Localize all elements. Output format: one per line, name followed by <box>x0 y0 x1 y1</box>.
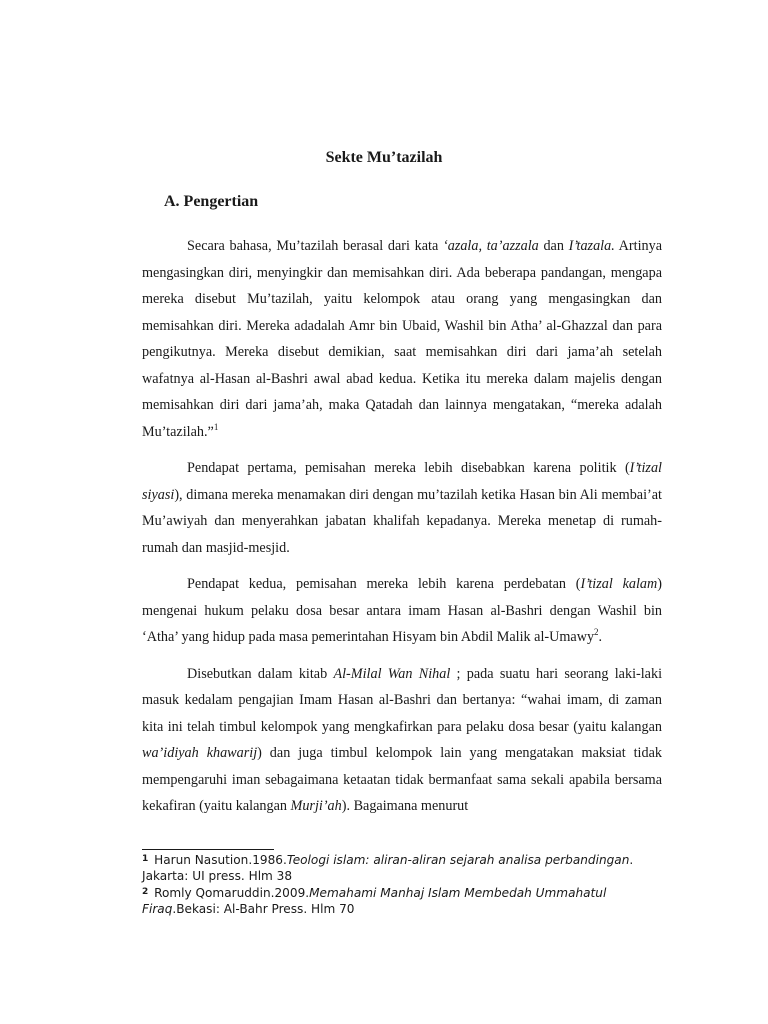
footnote-text: Romly Qomaruddin.2009. <box>150 886 310 900</box>
footnote-divider <box>142 849 274 850</box>
section-heading: A. Pengertian <box>164 193 259 210</box>
p4-text-a: Disebutkan dalam kitab <box>187 665 334 682</box>
footnote-number: 2 <box>142 887 149 897</box>
p3-text-c: ) mengenai hukum pelaku dosa besar antara imam Hasan al-Bashri dengan Washil bin ‘Atha’ yang hidup pada masa pemerintahan Hisyam bin Abdil Malik al-Umawy <box>142 576 662 645</box>
p2-text-c: ), dimana mereka menamakan diri dengan mu’tazilah ketika Hasan bin Ali membai’at Mu’awiyah dan menyerahkan jabatan khalifah kepadanya. Mereka menetap di rumah-rumah dan masjid-mesjid. <box>142 486 662 556</box>
footnote-publisher: .Bekasi: Al-Bahr Press. Hlm 70 <box>172 902 355 916</box>
p1-text-e: Artinya mengasingkan diri, menyingkir dan memisahkan diri. Ada beberapa pandangan, mengapa mereka disebut Mu’tazilah, yaitu kelompok atau orang yang mengasingkan dan memisahkan diri. Mereka adadalah Amr bin Ubaid, Washil bin Atha’ al-Ghazzal dan para pengikutnya. Mereka disebut demikian, saat memisahkan diri dari jama’ah setelah wafatnya al-Hasan al-Bashri awal abad kedua. Ketika itu mereka dalam majelis dengan memisahkan diri dari jama’ah, maka Qatadah dan lainnya mengatakan, “mereka adalah Mu’tazilah.” <box>142 238 663 440</box>
paragraph-3 <box>142 571 662 651</box>
p4-text-c: ; pada suatu hari seorang laki-laki masuk kedalam pengajian Imam Hasan al-Bashri dan bertanya: “wahai imam, di zaman kita ini telah timbul kelompok yang mengkafirkan para pelaku dosa besar (yaitu kalangan <box>142 665 663 735</box>
footnote-ref-1: 1 <box>213 421 219 432</box>
p3-text-a: Pendapat kedua, pemisahan mereka lebih karena perdebatan ( <box>187 576 581 592</box>
p1-text-c: dan <box>538 238 569 254</box>
p1-italic-term-2: I’tazala. <box>568 238 615 254</box>
footnote-1 <box>142 851 662 884</box>
footnotes <box>142 851 662 917</box>
document-title: Sekte Mu’tazilah <box>325 149 443 166</box>
p4-book-title: Al-Milal Wan Nihal <box>333 665 451 682</box>
body-text <box>142 233 662 820</box>
p2-text-a: Pendapat pertama, pemisahan mereka lebih disebabkan karena politik ( <box>187 460 630 476</box>
footnote-ref-2: 2 <box>594 627 599 637</box>
paragraph-4 <box>142 661 662 820</box>
p4-text-g: ). Bagaimana menurut <box>341 798 469 814</box>
footnote-2 <box>142 884 662 917</box>
paragraph-2 <box>142 455 662 561</box>
footnote-publisher: . Jakarta: UI press. Hlm 38 <box>142 853 634 883</box>
p3-text-d: . <box>598 629 603 645</box>
p1-text-a: Secara bahasa, Mu’tazilah berasal dari kata <box>187 238 443 254</box>
footnote-text: Harun Nasution.1986. <box>150 853 287 867</box>
p4-italic-term-2: Murji’ah <box>290 798 342 814</box>
p3-italic-term: I’tizal kalam <box>580 576 658 592</box>
footnote-number: 1 <box>142 854 149 864</box>
p1-italic-term: ‘azala, ta’azzala <box>443 238 539 254</box>
p2-italic-term: I’tizal siyasi <box>142 460 662 503</box>
footnote-book-title: Memahami Manhaj Islam Membedah Ummahatul Firaq <box>142 886 607 916</box>
paragraph-1 <box>142 233 662 445</box>
footnote-book-title: Teologi islam: aliran-aliran sejarah analisa perbandingan <box>286 853 630 867</box>
p4-text-e: ) dan juga timbul kelompok lain yang mengatakan maksiat tidak mempengaruhi iman sebagaimana ketaatan tidak bermanfaat sama sekali apabila bersama kekafiran (yaitu kalangan <box>142 745 662 814</box>
p4-italic-term: wa’idiyah khawarij <box>142 745 258 761</box>
